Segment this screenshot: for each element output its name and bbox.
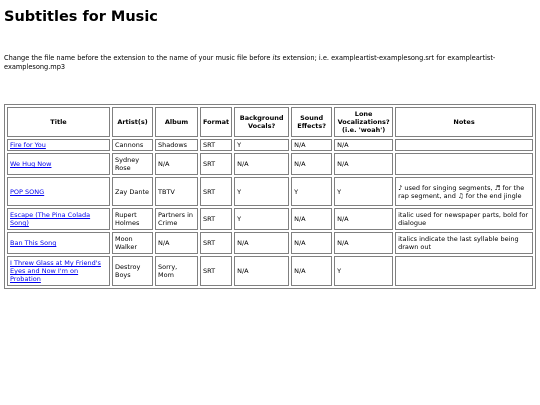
format-cell: SRT [200, 256, 232, 286]
background-vocals-cell: N/A [234, 232, 289, 254]
column-header-background-vocals: Background Vocals? [234, 107, 289, 137]
lone-vocalizations-cell: N/A [334, 232, 393, 254]
background-vocals-cell: Y [234, 139, 289, 151]
format-cell: SRT [200, 139, 232, 151]
sound-effects-cell: N/A [291, 153, 332, 175]
lone-vocalizations-cell: N/A [334, 139, 393, 151]
table-row [7, 208, 533, 230]
artist-cell: Destroy Boys [112, 256, 153, 286]
lone-vocalizations-cell: N/A [334, 208, 393, 230]
sound-effects-cell: N/A [291, 232, 332, 254]
album-cell: Partners in Crime [155, 208, 198, 230]
page-title: Subtitles for Music [4, 9, 158, 25]
intro-text-end: extension; i.e. exampleartist-examplesong.srt for exampleartist-examplesong.mp3 [4, 54, 496, 71]
music-subtitles-table [4, 104, 536, 289]
album-cell: N/A [155, 232, 198, 254]
lone-vocalizations-cell: N/A [334, 153, 393, 175]
album-cell: TBTV [155, 177, 198, 206]
table-row [7, 139, 533, 151]
title-cell [7, 177, 110, 206]
lone-vocalizations-cell: Y [334, 256, 393, 286]
intro-text-start: Change the file name before the extension to the name of your music file before [4, 54, 273, 62]
title-cell [7, 256, 110, 286]
song-link[interactable]: Escape (The Pina Colada Song) [10, 211, 91, 227]
sound-effects-cell: Y [291, 177, 332, 206]
intro-emphasis: its [272, 54, 281, 62]
lone-vocalizations-cell: Y [334, 177, 393, 206]
album-cell: N/A [155, 153, 198, 175]
sound-effects-cell: N/A [291, 208, 332, 230]
notes-cell: italics indicate the last syllable being drawn out [395, 232, 533, 254]
artist-cell: Zay Dante [112, 177, 153, 206]
title-cell [7, 153, 110, 175]
column-header-album: Album [155, 107, 198, 137]
notes-cell [395, 139, 533, 151]
song-link[interactable]: I Threw Glass at My Friend's Eyes and Now I'm on Probation [10, 259, 101, 283]
song-link[interactable]: We Hug Now [10, 160, 52, 168]
format-cell: SRT [200, 208, 232, 230]
table-row [7, 153, 533, 175]
column-header-notes: Notes [395, 107, 533, 137]
album-cell: Sorry, Mom [155, 256, 198, 286]
album-cell: Shadows [155, 139, 198, 151]
format-cell: SRT [200, 153, 232, 175]
table-header-row [7, 107, 533, 137]
sound-effects-cell: N/A [291, 256, 332, 286]
table-row [7, 232, 533, 254]
artist-cell: Sydney Rose [112, 153, 153, 175]
artist-cell: Rupert Holmes [112, 208, 153, 230]
intro-paragraph [4, 54, 524, 72]
table-row [7, 177, 533, 206]
background-vocals-cell: Y [234, 177, 289, 206]
background-vocals-cell: N/A [234, 153, 289, 175]
background-vocals-cell: N/A [234, 256, 289, 286]
title-cell [7, 232, 110, 254]
notes-cell: italic used for newspaper parts, bold for dialogue [395, 208, 533, 230]
title-cell [7, 139, 110, 151]
song-link[interactable]: Fire for You [10, 141, 46, 149]
song-link[interactable]: POP SONG [10, 187, 45, 196]
column-header-format: Format [200, 107, 232, 137]
sound-effects-cell: N/A [291, 139, 332, 151]
column-header-title: Title [7, 107, 110, 137]
background-vocals-cell: Y [234, 208, 289, 230]
column-header-artist: Artist(s) [112, 107, 153, 137]
format-cell: SRT [200, 232, 232, 254]
format-cell: SRT [200, 177, 232, 206]
notes-cell: ♪ used for singing segments, ♬ for the rap segment, and ♫ for the end jingle [395, 177, 533, 206]
notes-cell [395, 153, 533, 175]
column-header-lone-vocalizations: Lone Vocalizations? (i.e. 'woah') [334, 107, 393, 137]
artist-cell: Moon Walker [112, 232, 153, 254]
notes-cell [395, 256, 533, 286]
column-header-sound-effects: Sound Effects? [291, 107, 332, 137]
artist-cell: Cannons [112, 139, 153, 151]
song-link[interactable]: Ban This Song [10, 239, 57, 247]
title-cell [7, 208, 110, 230]
table-row [7, 256, 533, 286]
